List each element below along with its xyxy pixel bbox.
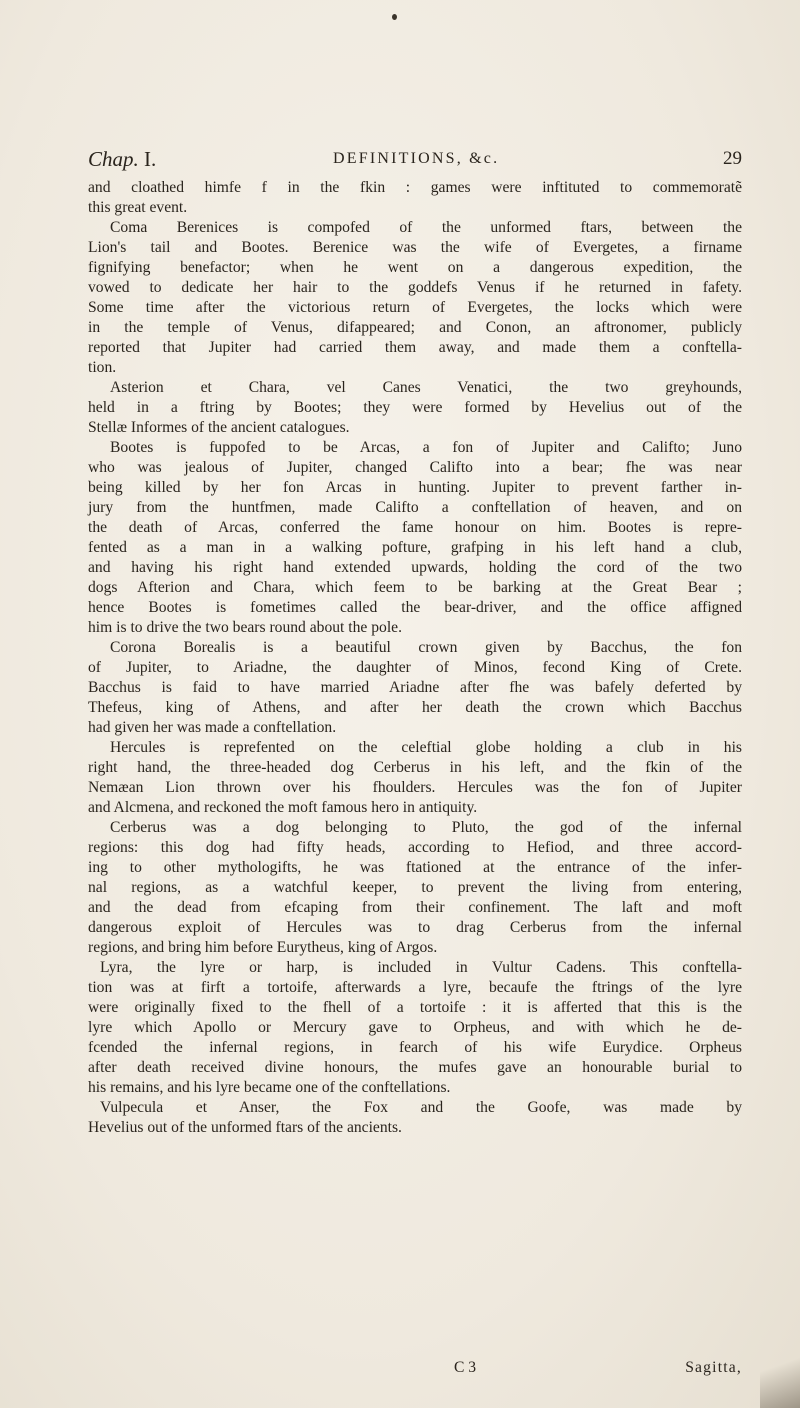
- text-line: jury from the huntfmen, made Califto a conftellation of heaven, and on: [88, 499, 742, 516]
- text-line: fignifying benefactor; when he went on a dangerous expedition, the: [88, 259, 742, 276]
- text-line: after death received divine honours, the mufes gave an honourable burial to: [88, 1059, 742, 1076]
- text-line: vowed to dedicate her hair to the goddefs Venus if he returned in fafety.: [88, 279, 742, 296]
- text-line: and the dead from efcaping from their confinement. The laft and moft: [88, 899, 742, 916]
- text-line: Asterion et Chara, vel Canes Venatici, the two greyhounds,: [110, 379, 742, 396]
- page-footer: [88, 1359, 742, 1381]
- running-header: [88, 147, 742, 173]
- text-line: Thefeus, king of Athens, and after her death the crown which Bacchus: [88, 699, 742, 716]
- text-line: in the temple of Venus, difappeared; and Conon, an aftronomer, publicly: [88, 319, 742, 336]
- text-line: him is to drive the two bears round about the pole.: [88, 619, 402, 636]
- ink-spot: [392, 14, 397, 20]
- text-line: Nemæan Lion thrown over his fhoulders. Hercules was the fon of Jupiter: [88, 779, 742, 796]
- text-line: being killed by her fon Arcas in hunting. Jupiter to prevent farther in-: [88, 479, 742, 496]
- catchword: Sagitta,: [685, 1359, 742, 1376]
- text-line: tion was at firft a tortoife, afterwards a lyre, becaufe the ftrings of the lyre: [88, 979, 742, 996]
- text-line: regions, and bring him before Eurytheus, king of Argos.: [88, 939, 438, 956]
- text-line: and cloathed himfe f in the fkin : games were inftituted to commemoratẽ: [88, 179, 742, 196]
- text-line: fented as a man in a walking pofture, grafping in his left hand a club,: [88, 539, 742, 556]
- text-line: Coma Berenices is compofed of the unformed ftars, between the: [110, 219, 742, 236]
- text-line: the death of Arcas, conferred the fame honour on him. Bootes is repre-: [88, 519, 742, 536]
- text-line: Vulpecula et Anser, the Fox and the Goofe, was made by: [100, 1099, 742, 1116]
- text-line: and Alcmena, and reckoned the moft famous hero in antiquity.: [88, 799, 478, 816]
- text-line: reported that Jupiter had carried them away, and made them a conftella-: [88, 339, 742, 356]
- chapter-heading: Chap. I.: [88, 147, 157, 171]
- signature-mark: C 3: [454, 1359, 477, 1376]
- running-title: DEFINITIONS, &c.: [333, 150, 500, 167]
- page-number: 29: [723, 148, 742, 169]
- text-line: Bacchus is faid to have married Ariadne after fhe was bafely deferted by: [88, 679, 742, 696]
- text-line: Stellæ Informes of the ancient catalogues.: [88, 419, 350, 436]
- text-line: had given her was made a conftellation.: [88, 719, 337, 736]
- text-line: this great event.: [88, 199, 188, 216]
- text-line: dangerous exploit of Hercules was to drag Cerberus from the infernal: [88, 919, 742, 936]
- text-line: Bootes is fuppofed to be Arcas, a fon of Jupiter and Califto; Juno: [110, 439, 742, 456]
- text-line: right hand, the three-headed dog Cerberus in his left, and the fkin of the: [88, 759, 742, 776]
- text-line: Cerberus was a dog belonging to Pluto, the god of the infernal: [110, 819, 742, 836]
- text-line: of Jupiter, to Ariadne, the daughter of Minos, fecond King of Crete.: [88, 659, 742, 676]
- text-line: lyre which Apollo or Mercury gave to Orpheus, and with which he de-: [88, 1019, 742, 1036]
- text-line: Hevelius out of the unformed ftars of the ancients.: [88, 1119, 402, 1136]
- text-line: were originally fixed to the fhell of a tortoife : it is afferted that this is the: [88, 999, 742, 1016]
- text-line: fcended the infernal regions, in fearch of his wife Eurydice. Orpheus: [88, 1039, 742, 1056]
- text-line: ing to other mythologifts, he was ftationed at the entrance of the infer-: [88, 859, 742, 876]
- text-line: tion.: [88, 359, 117, 376]
- text-line: hence Bootes is fometimes called the bear-driver, and the office affigned: [88, 599, 742, 616]
- text-line: his remains, and his lyre became one of the conftellations.: [88, 1079, 451, 1096]
- text-line: Some time after the victorious return of Evergetes, the locks which were: [88, 299, 742, 316]
- text-line: regions: this dog had fifty heads, according to Hefiod, and three accord-: [88, 839, 742, 856]
- page-corner-shadow: [760, 1338, 800, 1408]
- text-line: Lion's tail and Bootes. Berenice was the wife of Evergetes, a firname: [88, 239, 742, 256]
- text-line: and having his right hand extended upwards, holding the cord of the two: [88, 559, 742, 576]
- text-line: Lyra, the lyre or harp, is included in Vultur Cadens. This conftella-: [100, 959, 742, 976]
- text-line: dogs Afterion and Chara, which feem to be barking at the Great Bear ;: [88, 579, 742, 596]
- text-line: nal regions, as a watchful keeper, to prevent the living from entering,: [88, 879, 742, 896]
- text-line: who was jealous of Jupiter, changed Califto into a bear; fhe was near: [88, 459, 742, 476]
- page-body: [88, 178, 742, 1138]
- text-line: held in a ftring by Bootes; they were formed by Hevelius out of the: [88, 399, 742, 416]
- text-line: Hercules is reprefented on the celeftial globe holding a club in his: [110, 739, 742, 756]
- text-line: Corona Borealis is a beautiful crown given by Bacchus, the fon: [110, 639, 742, 656]
